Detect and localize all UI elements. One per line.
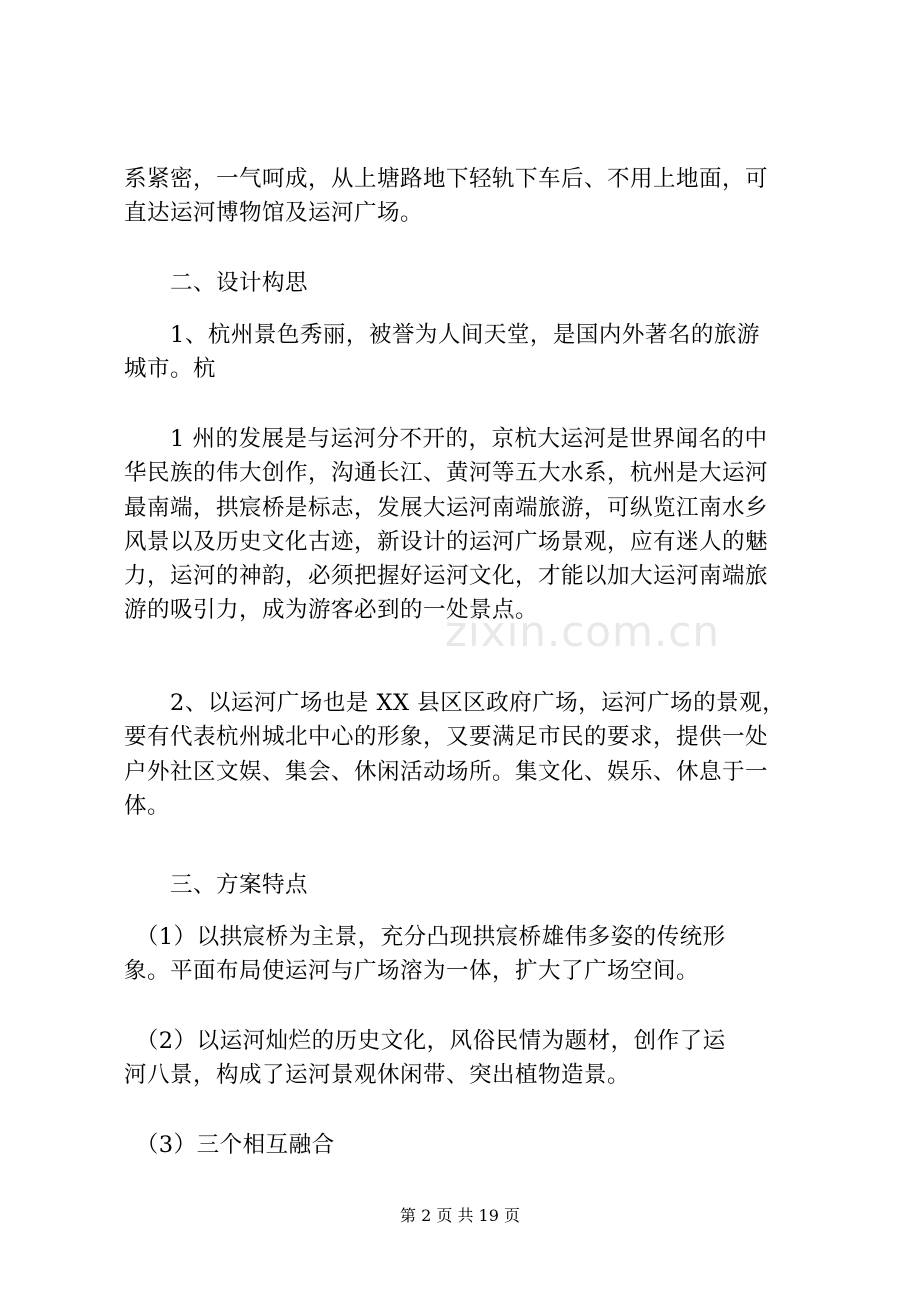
text-line: 要有代表杭州城北中心的形象，又要满足市民的要求，提供一处 (124, 724, 769, 751)
feature-3 (124, 1128, 804, 1162)
page-number-footer: 第 2 页 共 19 页 (400, 1206, 520, 1225)
text-line: 1、杭州景色秀丽，被誉为人间天堂，是国内外著名的旅游 (124, 322, 760, 348)
text-line: 风景以及历史文化古迹，新设计的运河广场景观，应有迷人的魅 (124, 528, 769, 555)
paragraph-1-continued (124, 422, 804, 628)
paragraph-1 (124, 318, 804, 387)
text-line: 系紧密，一气呵成，从上塘路地下轻轨下车后、不用上地面，可 (124, 166, 769, 192)
text-line: 华民族的伟大创作，沟通长江、黄河等五大水系，杭州是大运河 (124, 460, 769, 487)
text-line: 体。 (124, 792, 171, 819)
text-line: 城市。杭 (124, 356, 217, 383)
text-line: （2）以运河灿烂的历史文化，风俗民情为题材，创作了运 (124, 1028, 726, 1054)
watermark: zixin.com.cn (445, 607, 720, 656)
text-line: 2、以运河广场也是 XX 县区区政府广场，运河广场的景观， (124, 690, 786, 716)
text-line: 最南端，拱宸桥是标志，发展大运河南端旅游，可纵览江南水乡 (124, 494, 769, 521)
heading-scheme-features: 三、方案特点 (124, 872, 309, 898)
heading-design-concept: 二、设计构思 (124, 270, 309, 296)
text-line: 户外社区文娱、集会、休闲活动场所。集文化、娱乐、休息于一 (124, 758, 769, 785)
text-line: （1）以拱宸桥为主景，充分凸现拱宸桥雄伟多姿的传统形 (124, 924, 726, 950)
section-heading (124, 266, 804, 300)
text-line: （3）三个相互融合 (124, 1132, 335, 1158)
paragraph-2 (124, 686, 804, 823)
text-line: 力，运河的神韵，必须把握好运河文化，才能以加大运河南端旅 (124, 563, 769, 590)
text-line: 河八景，构成了运河景观休闲带、突出植物造景。 (124, 1062, 631, 1089)
feature-1 (124, 920, 804, 989)
text-line: 象。平面布局使运河与广场溶为一体，扩大了广场空间。 (124, 958, 700, 985)
feature-2 (124, 1024, 804, 1093)
text-line: 游的吸引力，成为游客必到的一处景点。 (124, 597, 539, 624)
text-line: 1 州的发展是与运河分不开的，京杭大运河是世界闻名的中 (124, 426, 768, 452)
section-heading (124, 868, 804, 902)
body-text (124, 162, 804, 231)
text-line: 直达运河博物馆及运河广场。 (124, 200, 424, 227)
